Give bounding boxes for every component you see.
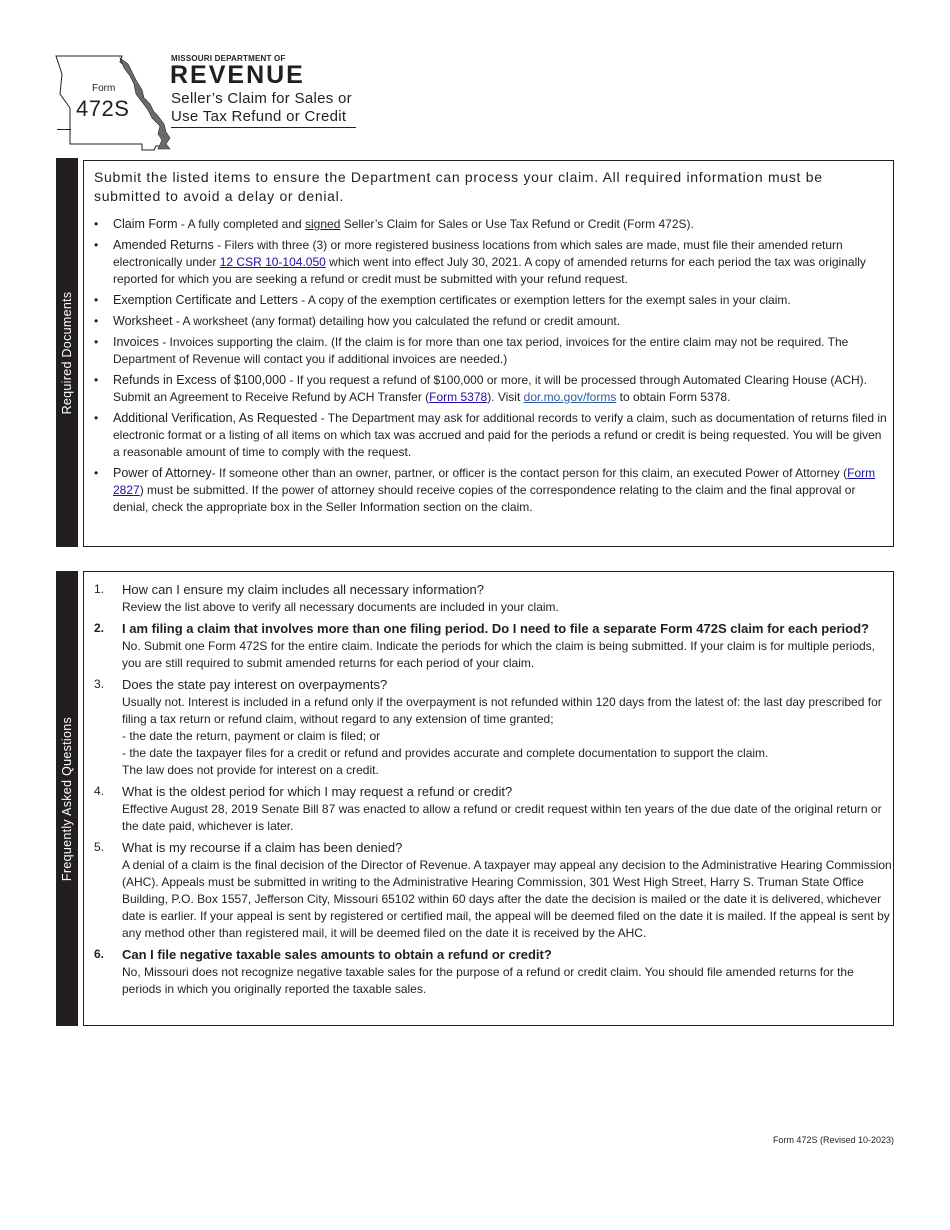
faq-item	[94, 783, 894, 835]
required-documents-box	[83, 160, 894, 547]
form-title-line-1: Seller’s Claim for Sales or	[171, 90, 352, 107]
item-term: Exemption Certificate and Letters	[113, 293, 298, 307]
form-number-rule	[57, 129, 71, 130]
faq-question: What is the oldest period for which I may request a refund or credit?	[122, 784, 513, 799]
faq-item	[94, 839, 894, 942]
item-term: Worksheet	[113, 314, 173, 328]
faq-number: 3.	[94, 677, 105, 691]
faq-answer: A denial of a claim is the final decision of the Director of Revenue. A taxpayer may appeal any decision to the Administrative Hearing Commission (AHC). Appeals must be submitted in writing to the Administrative Hearing Commission, 301 West High Street, Harry S. Truman State Office Building, P.O. Box 1557, Jefferson City, Missouri 65102 within 60 days after the date the decision is mailed or the date it is delivered, whichever date is earlier. If your appeal is sent by registered or certified mail, the appeal will be deemed filed on the date it is mailed. If the appeal is sent by any method other than registered mail, it will be deemed filed on the date it is received by the AHC.	[122, 858, 892, 940]
faq-question: What is my recourse if a claim has been denied?	[122, 840, 403, 855]
required-documents-tab-label: Required Documents	[60, 291, 74, 414]
faq-question: Can I file negative taxable sales amounts to obtain a refund or credit?	[122, 947, 552, 962]
faq-tab	[56, 571, 78, 1026]
list-item: • Invoices - Invoices supporting the claim. (If the claim is for more than one tax period, invoices for the entire claim may not be required. The Department of Revenue will contact you if additional invoices are needed.)	[94, 334, 889, 368]
item-term: Amended Returns	[113, 238, 214, 252]
list-item: • Amended Returns - Filers with three (3) or more registered business locations from which sales are made, must file their amended return electronically under 12 CSR 10-104.050 which went into effect July 30, 2021. A copy of amended returns for each period the tax was originally reported for which you are seeking a refund or credit must be submitted with your refund request.	[94, 237, 889, 288]
faq-number: 5.	[94, 840, 105, 854]
faq-answer: No, Missouri does not recognize negative taxable sales for the purpose of a refund or credit claim. You should file amended returns for the periods in which you originally reported the taxable sales.	[122, 965, 854, 996]
faq-answer: Usually not. Interest is included in a refund only if the overpayment is not refunded within 120 days from the latest of: the last day prescribed for filing a tax return or refund claim, without regard to any extension of time granted;	[122, 695, 882, 726]
faq-number: 1.	[94, 582, 105, 596]
faq-item	[94, 946, 894, 998]
faq-answer: No. Submit one Form 472S for the entire claim. Indicate the periods for which the claim is being submitted. If your claim is for multiple periods, you are still required to submit amended returns for each period of your claim.	[122, 639, 875, 670]
form-revision-footer: Form 472S (Revised 10-2023)	[772, 1135, 894, 1145]
faq-item	[94, 676, 894, 779]
faq-answer: - the date the return, payment or claim is filed; or	[122, 729, 381, 743]
faq-question: I am filing a claim that involves more than one filing period. Do I need to file a separate Form 472S claim for each period?	[122, 621, 869, 636]
list-item: • Refunds in Excess of $100,000 - If you request a refund of $100,000 or more, it will be processed through Automated Clearing House (ACH). Submit an Agreement to Receive Refund by ACH Transfer (Form 5378). Visit dor.mo.gov/forms to obtain Form 5378.	[94, 372, 889, 406]
faq-answer: Effective August 28, 2019 Senate Bill 87 was enacted to allow a refund or credit request within ten years of the due date of the original return or the date paid, whichever is later.	[122, 802, 882, 833]
list-item: • Additional Verification, As Requested - The Department may ask for additional records to verify a claim, such as documentation of returns filed in electronic format or a listing of all items on which tax was accrued and paid for the periods a refund or credit is being requested. You will be given a reasonable amount of time to comply with the request.	[94, 410, 889, 461]
faq-question: How can I ensure my claim includes all necessary information?	[122, 582, 484, 597]
csr-link[interactable]: 12 CSR 10-104.050	[219, 255, 326, 269]
department-logo-text: REVENUE	[170, 61, 305, 89]
faq-question: Does the state pay interest on overpayments?	[122, 677, 388, 692]
faq-answer: - the date the taxpayer files for a credit or refund and provides accurate and complete documentation to support the claim.	[122, 746, 769, 760]
faq-answer: Review the list above to verify all necessary documents are included in your claim.	[122, 600, 559, 614]
dor-forms-link[interactable]: dor.mo.gov/forms	[523, 390, 617, 404]
faq-list	[94, 581, 894, 1002]
department-name: MISSOURI DEPARTMENT OF	[171, 54, 286, 63]
required-documents-tab	[56, 158, 78, 547]
item-term: Invoices	[113, 335, 159, 349]
list-item: • Power of Attorney- If someone other than an owner, partner, or officer is the contact person for this claim, an executed Power of Attorney (Form 2827) must be submitted. If the power of attorney should receive copies of the correspondence relating to the claim and the final approval or denial, check the appropriate box in the Seller Information section on the claim.	[94, 465, 889, 516]
faq-tab-label: Frequently Asked Questions	[60, 716, 74, 881]
emphasis-signed: signed	[305, 217, 341, 231]
required-intro: Submit the listed items to ensure the Department can process your claim. All required information must be submitted to avoid a delay or denial.	[94, 169, 823, 204]
form-title-line-2: Use Tax Refund or Credit	[171, 108, 347, 125]
item-term: Claim Form	[113, 217, 178, 231]
item-term: Power of Attorney	[113, 466, 212, 480]
faq-number: 6.	[94, 947, 105, 961]
form-number: 472S	[76, 96, 130, 121]
item-term: Additional Verification, As Requested	[113, 411, 318, 425]
list-item: • Worksheet - A worksheet (any format) detailing how you calculated the refund or credit amount.	[94, 313, 889, 330]
form-5378-link[interactable]: Form 5378	[429, 390, 488, 404]
faq-item	[94, 581, 894, 616]
faq-box	[83, 571, 894, 1026]
required-documents-list	[94, 216, 889, 520]
faq-number: 4.	[94, 784, 105, 798]
item-term: Refunds in Excess of $100,000	[113, 373, 287, 387]
form-label: Form	[92, 83, 116, 94]
form-title	[171, 90, 356, 128]
form-2827-link[interactable]: Form 2827	[113, 466, 876, 497]
faq-item	[94, 620, 894, 672]
list-item: • Claim Form - A fully completed and signed Seller’s Claim for Sales or Use Tax Refund or Credit (Form 472S).	[94, 216, 889, 233]
faq-number: 2.	[94, 621, 105, 635]
list-item: • Exemption Certificate and Letters - A copy of the exemption certificates or exemption letters for the exempt sales in your claim.	[94, 292, 889, 309]
faq-answer: The law does not provide for interest on a credit.	[122, 763, 379, 777]
